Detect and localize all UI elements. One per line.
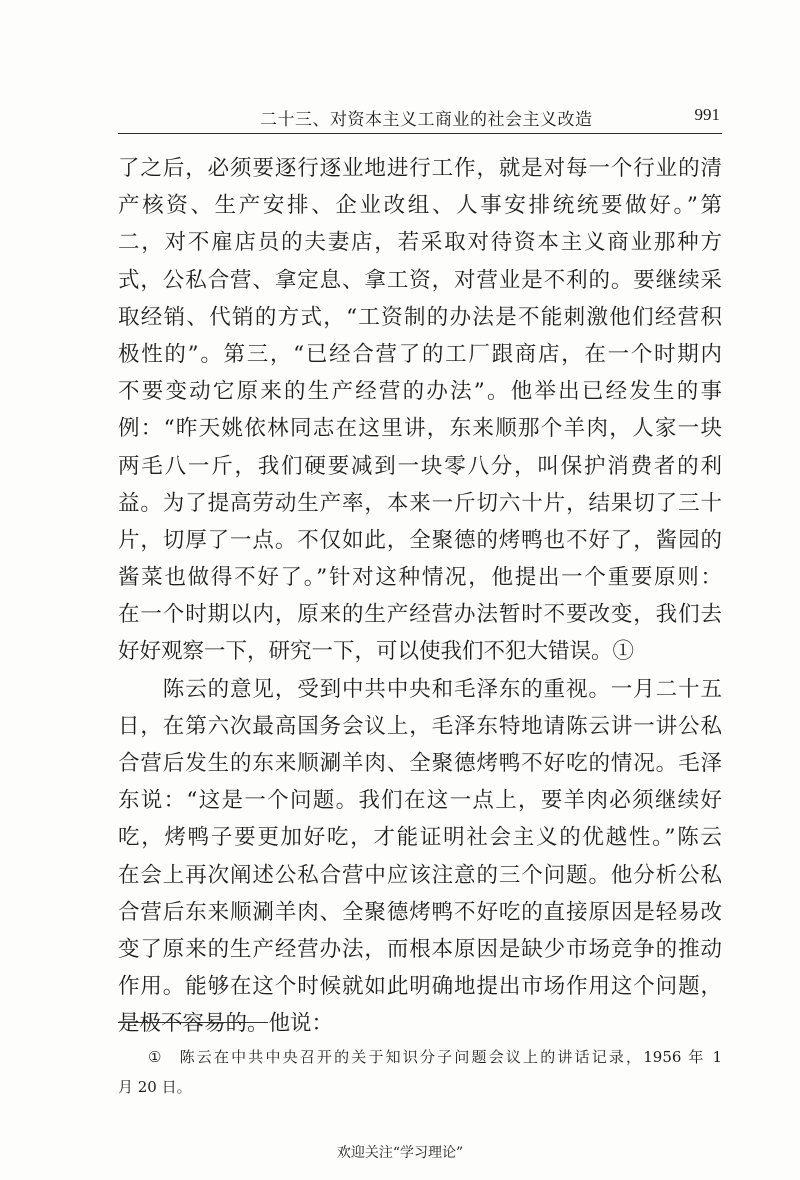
text-line: 在一个时期以内，原来的生产经营办法暂时不要改变，我们去 bbox=[118, 602, 722, 628]
text-line: 片，切厚了一点。不仅如此，全聚德的烤鸭也不好了，酱园的 bbox=[118, 527, 722, 553]
text-line: 产核资、生产安排、企业改组、人事安排统统要做好。”第 bbox=[118, 193, 722, 219]
footnote-line: 月 20 日。 bbox=[118, 1078, 192, 1096]
watermark-caption: 欢迎关注“学习理论” bbox=[336, 1145, 464, 1161]
text-line: 日，在第六次最高国务会议上，毛泽东特地请陈云讲一讲公私 bbox=[118, 713, 722, 739]
text-line: 式，公私合营、拿定息、拿工资，对营业是不利的。要继续采 bbox=[118, 267, 722, 293]
footnote-marker: ① bbox=[148, 1048, 164, 1066]
chapter-title: 二十三、对资本主义工商业的社会主义改造 bbox=[260, 110, 593, 130]
text-line: 作用。能够在这个时候就如此明确地提出市场作用这个问题， bbox=[118, 974, 722, 1000]
footnote-text: 陈云在中共中央召开的关于知识分子问题会议上的讲话记录，1956 年 1 bbox=[179, 1048, 722, 1066]
text-line: 合营后发生的东来顺涮羊肉、全聚德烤鸭不好吃的情况。毛泽 bbox=[118, 751, 722, 776]
footnote-line bbox=[118, 1042, 722, 1072]
text-line: 不要变动它原来的生产经营的办法”。他举出已经发生的事 bbox=[118, 379, 722, 405]
text-line: 极性的”。第三，“已经合营了的工厂跟商店，在一个时期内 bbox=[118, 341, 722, 367]
body-text bbox=[118, 150, 722, 1043]
footnote bbox=[118, 1042, 722, 1102]
page-number: 991 bbox=[694, 105, 720, 124]
running-header bbox=[118, 103, 722, 134]
text-line: 陈云的意见，受到中共中央和毛泽东的重视。一月二十五 bbox=[118, 676, 722, 702]
text-line: 好好观察一下，研究一下，可以使我们不犯大错误。① bbox=[118, 639, 635, 665]
text-line: 是极不容易的。他说： bbox=[118, 1011, 334, 1037]
text-line: 酱菜也做得不好了。”针对这种情况，他提出一个重要原则： bbox=[118, 565, 722, 591]
text-line: 吃，烤鸭子要更加好吃，才能证明社会主义的优越性。”陈云 bbox=[118, 825, 722, 851]
text-line: 变了原来的生产经营办法，而根本原因是缺少市场竞争的推动 bbox=[118, 936, 722, 962]
text-line: 例：“昨天姚依林同志在这里讲，东来顺那个羊肉，人家一块 bbox=[118, 416, 722, 442]
text-line: 了之后，必须要逐行逐业地进行工作，就是对每一个行业的清 bbox=[118, 156, 722, 181]
text-line: 取经销、代销的方式，“工资制的办法是不能刺激他们经营积 bbox=[118, 304, 722, 330]
text-line: 二，对不雇店员的夫妻店，若采取对待资本主义商业那种方 bbox=[118, 230, 722, 256]
text-line: 两毛八一斤，我们硬要减到一块零八分，叫保护消费者的利 bbox=[118, 453, 722, 479]
text-line: 东说：“这是一个问题。我们在这一点上，要羊肉必须继续好 bbox=[118, 788, 722, 814]
text-line: 在会上再次阐述公私合营中应该注意的三个问题。他分析公私 bbox=[118, 862, 722, 888]
text-line: 合营后东来顺涮羊肉、全聚德烤鸭不好吃的直接原因是轻易改 bbox=[118, 899, 722, 925]
text-line: 益。为了提高劳动生产率，本来一斤切六十片，结果切了三十 bbox=[118, 490, 722, 516]
footnote-divider bbox=[118, 1022, 268, 1023]
